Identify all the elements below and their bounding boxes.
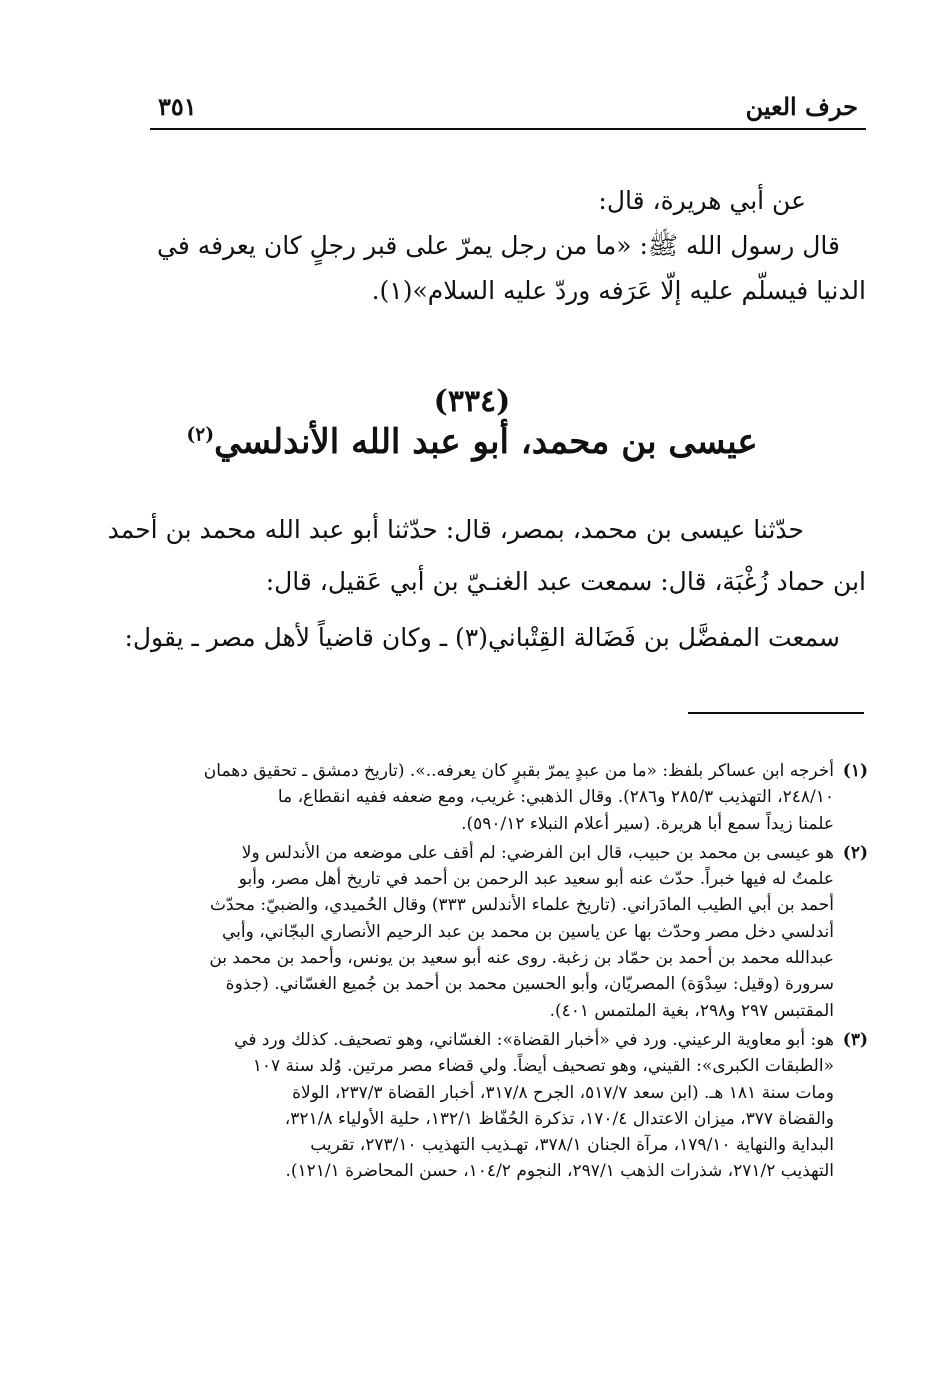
footnote-mark: (٢) bbox=[842, 842, 868, 863]
footnote-line: هو عيسى بن محمد بن حبيب، قال ابن الفرضي: لم أقف على موضعه من الأندلس ولا bbox=[241, 842, 834, 863]
footnote-mark: (١) bbox=[842, 761, 868, 781]
running-title: حرف العين bbox=[745, 92, 858, 121]
footnote-line: المقتبس ٢٩٧ و٢٩٨، بغية الملتمس ٤٠١). bbox=[549, 1000, 834, 1021]
footnote-line: سرورة (وقيل: سِدْوَة) المصريّان، وأبو الحسين محمد بن أحمد بن جُميع الغسّاني. (جذوة bbox=[225, 974, 834, 995]
footnote-1 bbox=[150, 758, 868, 837]
footnote-line: أندلسي دخل مصر وحدّث بها عن ياسين بن محمد بن عبد الرحيم الأنصاري البجّاني، وأبي bbox=[221, 921, 834, 942]
footnote-rule bbox=[688, 712, 864, 714]
narration-line: ابن حماد زُغْبَة، قال: سمعت عبد الغنـيّ بن أبي عَقيل، قال: bbox=[265, 567, 866, 596]
entry-title-text: عيسى بن محمد، أبو عبد الله الأندلسي bbox=[214, 422, 758, 462]
footnote-line: أخرجه ابن عساكر بلفظ: «ما من عبدٍ يمرّ بقبرٍ كان يعرفه..». (تاريخ دمشق ـ تحقيق دهمان bbox=[203, 761, 834, 781]
footnote-line: البداية والنهاية ١٧٩/١٠، مرآة الجنان ٣٧٨/١، تهـذيب التهذيب ٢٧٣/١٠، تقريب bbox=[310, 1135, 834, 1156]
entry-number: (٣٣٤) bbox=[433, 384, 511, 419]
footnote-line: عبدالله محمد بن أحمد بن حمّاد بن زغبة. روى عنه أبو سعيد بن يونس، وأحمد بن محمد بن bbox=[209, 948, 834, 969]
footnote-mark: (٣) bbox=[842, 1029, 868, 1050]
footnote-3 bbox=[150, 1027, 868, 1185]
footnote-line: والقضاة ٣٧٧، ميزان الاعتدال ١٧٠/٤، تذكرة الحُفّاظ ١٣٢/١، حلية الأولياء ٣٢١/٨، bbox=[284, 1108, 834, 1129]
entry-title bbox=[0, 422, 944, 462]
footnote-line: ٢٤٨/١٠، التهذيب ٢٨٥/٣ و٢٨٦). وقال الذهبي: غريب، ومع ضعفه ففيه انقطاع، ما bbox=[277, 787, 834, 808]
narration-line: سمعت المفضَّل بن فَضَالة القِتْباني(٣) ـ وكان قاضياً لأهل مصر ـ يقول: bbox=[124, 623, 840, 652]
footnote-line: التهذيب ٢٧١/٢، شذرات الذهب ٢٩٧/١، النجوم ١٠٤/٢، حسن المحاضرة ١٢١/١). bbox=[285, 1161, 834, 1182]
footnote-line: «الطبقات الكبرى»: القيني، وهو تصحيف أيضاً. ولي قضاء مصر مرتين. وُلد سنة ١٠٧ bbox=[252, 1056, 834, 1077]
header-rule bbox=[150, 128, 866, 130]
intro-line: الدنيا فيسلّم عليه إلّا عَرَفه وردّ عليه السلام»(١). bbox=[371, 276, 866, 305]
footnote-line: علمتُ له فيها خبراً. حدّث عنه أبو سعيد عبد الرحمن بن أحمد في تاريخ أهل مصر، وأبو bbox=[238, 869, 834, 890]
page-number: ٣٥١ bbox=[158, 92, 197, 121]
footnote-2 bbox=[150, 840, 868, 1024]
narration-line: حدّثنا عيسى بن محمد، بمصر، قال: حدّثنا أبو عبد الله محمد بن أحمد bbox=[107, 515, 804, 544]
page-header bbox=[150, 88, 866, 128]
footnote-line: أحمد بن أبي الطيب المادَراني. (تاريخ علماء الأندلس ٣٣٣) وقال الحُميدي، والضبيّ: محدّث bbox=[209, 895, 834, 916]
footnote-line: ومات سنة ١٨١ هـ. (ابن سعد ٥١٧/٧، الجرح ٣١٧/٨، أخبار القضاة ٢٣٧/٣، الولاة bbox=[292, 1082, 834, 1103]
intro-line: عن أبي هريرة، قال: bbox=[598, 186, 806, 215]
footnote-line: علمنا زيداً سمع أبا هريرة. (سير أعلام النبلاء ٥٩٠/١٢). bbox=[461, 813, 834, 834]
intro-line: قال رسول الله ﷺ: «ما من رجل يمرّ على قبر رجلٍ كان يعرفه في bbox=[156, 231, 840, 260]
footnotes bbox=[150, 758, 868, 1188]
footnote-line: هو: أبو معاوية الرعيني. ورد في «أخبار القضاة»: الغسّاني، وهو تصحيف. كذلك ورد في bbox=[234, 1029, 834, 1050]
entry-title-note: (٢) bbox=[186, 423, 215, 446]
